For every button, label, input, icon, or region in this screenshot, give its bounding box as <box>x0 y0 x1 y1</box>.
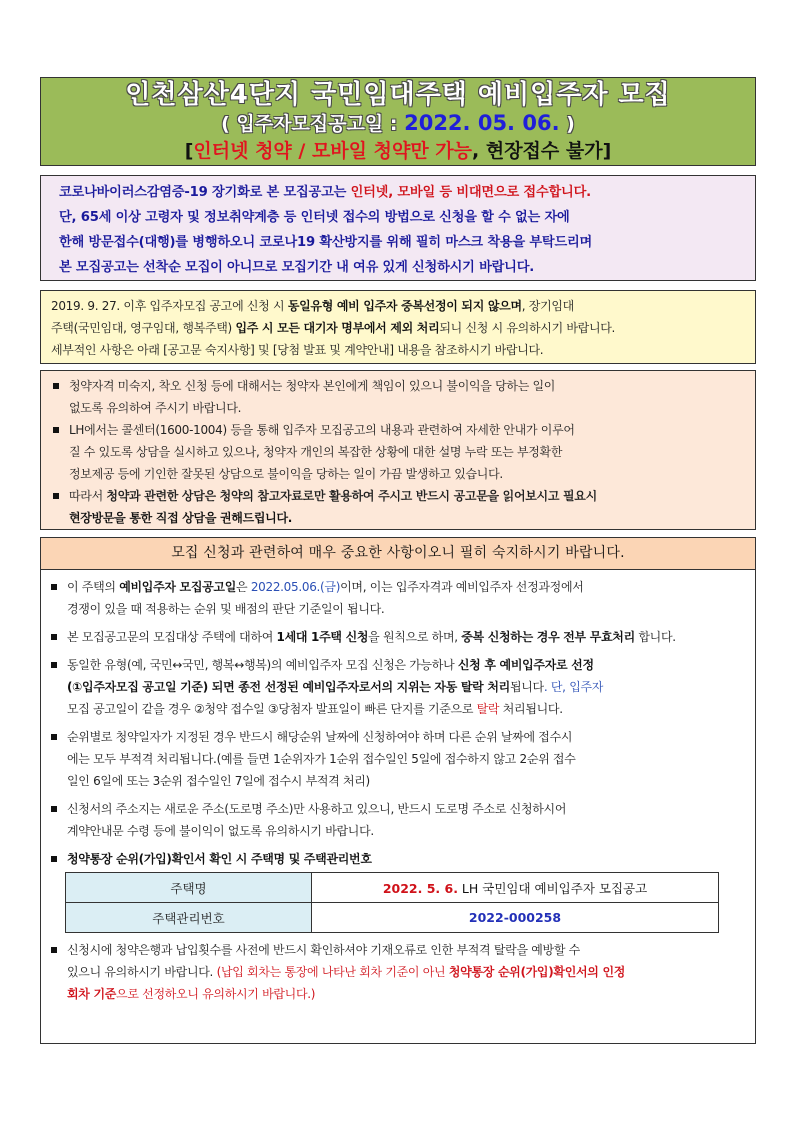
announcement-date-prefix: ( 입주자모집공고일 : <box>221 113 405 135</box>
peach-b1-line-2: 없도록 유의하여 주시기 바랍니다. <box>69 401 242 415</box>
main-b2e: 합니다. <box>634 630 676 644</box>
main-b2-line-1 <box>67 626 755 648</box>
duplicate-selection-notice <box>40 290 756 364</box>
main-b1b: 예비입주자 모집공고일 <box>119 580 237 594</box>
covid-notice <box>40 175 756 281</box>
title-box <box>40 77 756 166</box>
yellow-line-3: 세부적인 사항은 아래 [공고문 숙지사항] 및 [당첨 발표 및 계약안내] 내용을 참조하시기 바랍니다. <box>51 343 544 357</box>
page-title: 인천삼산4단지 국민임대주택 예비입주자 모집 <box>125 80 671 110</box>
main-bullet-2 <box>49 626 755 648</box>
main-b3l2a: (①입주자모집 공고일 기준) 되면 종전 선정된 예비입주자로서의 지위는 자동 탈락 처리 <box>67 680 510 694</box>
main-bullet-4 <box>49 726 755 792</box>
housing-name-label: 주택명 <box>66 873 312 903</box>
main-b5-line-1: 신청서의 주소지는 새로운 주소(도로명 주소)만 사용하고 있으니, 반드시 도로명 주소로 신청하시어 <box>67 802 567 816</box>
peach-b3-line-1 <box>69 485 755 507</box>
main-b3-line-3 <box>67 698 755 720</box>
housing-name-value <box>312 873 719 903</box>
main-b4-line-1: 순위별로 청약일자가 지정된 경우 반드시 해당순위 날짜에 신청하여야 하며 다른 순위 날짜에 접수시 <box>67 730 573 744</box>
consultation-notice <box>40 370 756 530</box>
main-b3-line-2 <box>67 676 755 698</box>
main-b1d: 2022.05.06.(금) <box>250 580 341 594</box>
main-b5-line-2: 계약안내문 수령 등에 불이익이 없도록 유의하시기 바랍니다. <box>67 824 374 838</box>
main-bullet-3 <box>49 654 755 720</box>
main-b3l3b: 탈락 <box>476 702 500 716</box>
covid-line-1a: 코로나바이러스감염증-19 장기화로 본 모집공고는 <box>59 185 351 200</box>
peach-bullet-2 <box>51 419 755 485</box>
main-b3b: 신청 후 예비입주자로 선정 <box>457 658 594 672</box>
yellow-line-1 <box>51 295 755 317</box>
covid-line-4: 본 모집공고는 선착순 모집이 아니므로 모집기간 내 여유 있게 신청하시기 바랍니다. <box>59 260 535 275</box>
main-b1-line-2: 경쟁이 있을 때 적용하는 순위 및 배점의 판단 기준일이 됩니다. <box>67 602 385 616</box>
main-b7l2b: (납입 회차는 통장에 나타난 회차 기준이 아닌 <box>216 965 449 979</box>
main-b3-line-1 <box>67 654 755 676</box>
main-b7-line-2 <box>67 961 755 983</box>
application-method-line <box>41 137 755 165</box>
yellow-line-1a: 2019. 9. 27. 이후 입주자모집 공고에 신청 시 <box>51 299 288 313</box>
table-row <box>66 873 719 903</box>
main-bullet-6 <box>49 848 755 870</box>
main-b3a: 동일한 유형(예, 국민↔국민, 행복↔행복)의 예비입주자 모집 신청은 가능하나 <box>67 658 458 672</box>
main-b1e: 이며, 이는 입주자격과 예비입주자 선정과정에서 <box>340 580 584 594</box>
main-b3l3a: 모집 공고일이 같을 경우 ②청약 접수일 ③당첨자 발표일이 빠른 단지를 기준으로 <box>67 702 477 716</box>
main-b2c: 을 원칙으로 하며, <box>368 630 462 644</box>
main-b7l3a: 회차 기준 <box>67 987 117 1001</box>
main-b7-line-1: 신청시에 청약은행과 납입횟수를 사전에 반드시 확인하셔야 기재오류로 인한 부적격 탈락을 예방할 수 <box>67 943 580 957</box>
main-b7-line-3 <box>67 983 755 1005</box>
important-notice-content <box>41 570 755 1005</box>
announcement-date-line <box>41 110 755 137</box>
covid-line-1b: 인터넷, 모바일 등 비대면으로 접수합니다. <box>350 185 591 200</box>
yellow-line-2b: 입주 시 모든 대기자 명부에서 제외 처리 <box>235 321 440 335</box>
peach-b2-line-2: 질 수 있도록 상담을 실시하고 있으나, 청약자 개인의 복잡한 상황에 대한 설명 누락 또는 부정확한 <box>69 445 563 459</box>
main-b7l2a: 있으니 유의하시기 바랍니다. <box>67 965 217 979</box>
online-only-notice: 인터넷 청약 / 모바일 청약만 가능 <box>193 140 473 162</box>
important-notice-box <box>40 537 756 1044</box>
covid-line-2: 단, 65세 이상 고령자 및 정보취약계층 등 인터넷 접수의 방법으로 신청을 할 수 없는 자에 <box>59 210 570 225</box>
main-b6-line: 청약통장 순위(가입)확인서 확인 시 주택명 및 주택관리번호 <box>67 852 372 866</box>
no-onsite-notice: , 현장접수 불가] <box>472 140 612 162</box>
peach-b3-line-1b: 청약과 관련한 상담은 청약의 참고자료로만 활용하여 주시고 반드시 공고문을 읽어보시고 필요시 <box>106 489 597 503</box>
housing-name-text: LH 국민임대 예비입주자 모집공고 <box>457 880 648 896</box>
important-notice-header: 모집 신청과 관련하여 매우 중요한 사항이오니 필히 숙지하시기 바랍니다. <box>41 538 755 570</box>
bracket-open: [ <box>184 140 194 162</box>
main-bullet-1 <box>49 576 755 620</box>
peach-b3-line-1a: 따라서 <box>69 489 107 503</box>
yellow-line-2a: 주택(국민임대, 영구임대, 행복주택) <box>51 321 236 335</box>
peach-bullet-3 <box>51 485 755 529</box>
main-b1-line-1 <box>67 576 755 598</box>
covid-line-3: 한해 방문접수(대행)를 병행하오니 코로나19 확산방지를 위해 필히 마스크 착용을 부탁드리며 <box>59 235 593 250</box>
peach-b2-line-1: LH에서는 콜센터(1600-1004) 등을 통해 입주자 모집공고의 내용과 관련하여 자세한 안내가 이루어 <box>69 423 575 437</box>
housing-number: 2022-000258 <box>468 910 562 925</box>
peach-b1-line-1: 청약자격 미숙지, 착오 신청 등에 대해서는 청약자 본인에게 책임이 있으니 불이익을 당하는 일이 <box>69 379 556 393</box>
housing-name-date: 2022. 5. 6. <box>382 880 458 896</box>
announcement-date: 2022. 05. 06. <box>404 111 560 135</box>
main-b2d: 중복 신청하는 경우 전부 무효처리 <box>461 630 635 644</box>
announcement-date-suffix: ) <box>559 113 575 135</box>
peach-b2-line-3: 정보제공 등에 기인한 잘못된 상담으로 불이익을 당하는 일이 가끔 발생하고 있습니다. <box>69 467 503 481</box>
main-b2b: 1세대 1주택 신청 <box>276 630 369 644</box>
covid-line-1 <box>59 180 755 205</box>
table-row <box>66 903 719 933</box>
main-b4-line-2: 에는 모두 부적격 처리됩니다.(예를 들면 1순위자가 1순위 접수일인 5일에 접수하지 않고 2순위 접수 <box>67 752 576 766</box>
housing-number-value <box>312 903 719 933</box>
main-b2a: 본 모집공고문의 모집대상 주택에 대하여 <box>67 630 277 644</box>
yellow-line-1b: 동일유형 예비 입주자 중복선정이 되지 않으며 <box>287 299 522 313</box>
main-bullet-5 <box>49 798 755 842</box>
main-b4-line-3: 일인 6일에 또는 3순위 접수일인 7일에 접수시 부적격 처리) <box>67 774 370 788</box>
main-b3l2b: 됩니다 <box>509 680 544 694</box>
housing-number-label: 주택관리번호 <box>66 903 312 933</box>
peach-bullet-1 <box>51 375 755 419</box>
housing-info-table <box>65 872 719 933</box>
yellow-line-2 <box>51 317 755 339</box>
main-b7l2c: 청약통장 순위(가입)확인서의 인정 <box>448 965 626 979</box>
main-bullet-7 <box>49 939 755 1005</box>
yellow-line-1c: , 장기임대 <box>521 299 574 313</box>
main-b1a: 이 주택의 <box>67 580 120 594</box>
yellow-line-2c: 되니 신청 시 유의하시기 바랍니다. <box>439 321 616 335</box>
main-b1c: 은 <box>236 580 251 594</box>
main-b3l3c: 처리됩니다. <box>499 702 563 716</box>
peach-b3-line-2: 현장방문을 통한 직접 상담을 권해드립니다. <box>69 511 293 525</box>
main-b3l2c: . 단, 입주자 <box>543 680 604 694</box>
main-b7l3b: 으로 선정하오니 유의하시기 바랍니다.) <box>116 987 316 1001</box>
